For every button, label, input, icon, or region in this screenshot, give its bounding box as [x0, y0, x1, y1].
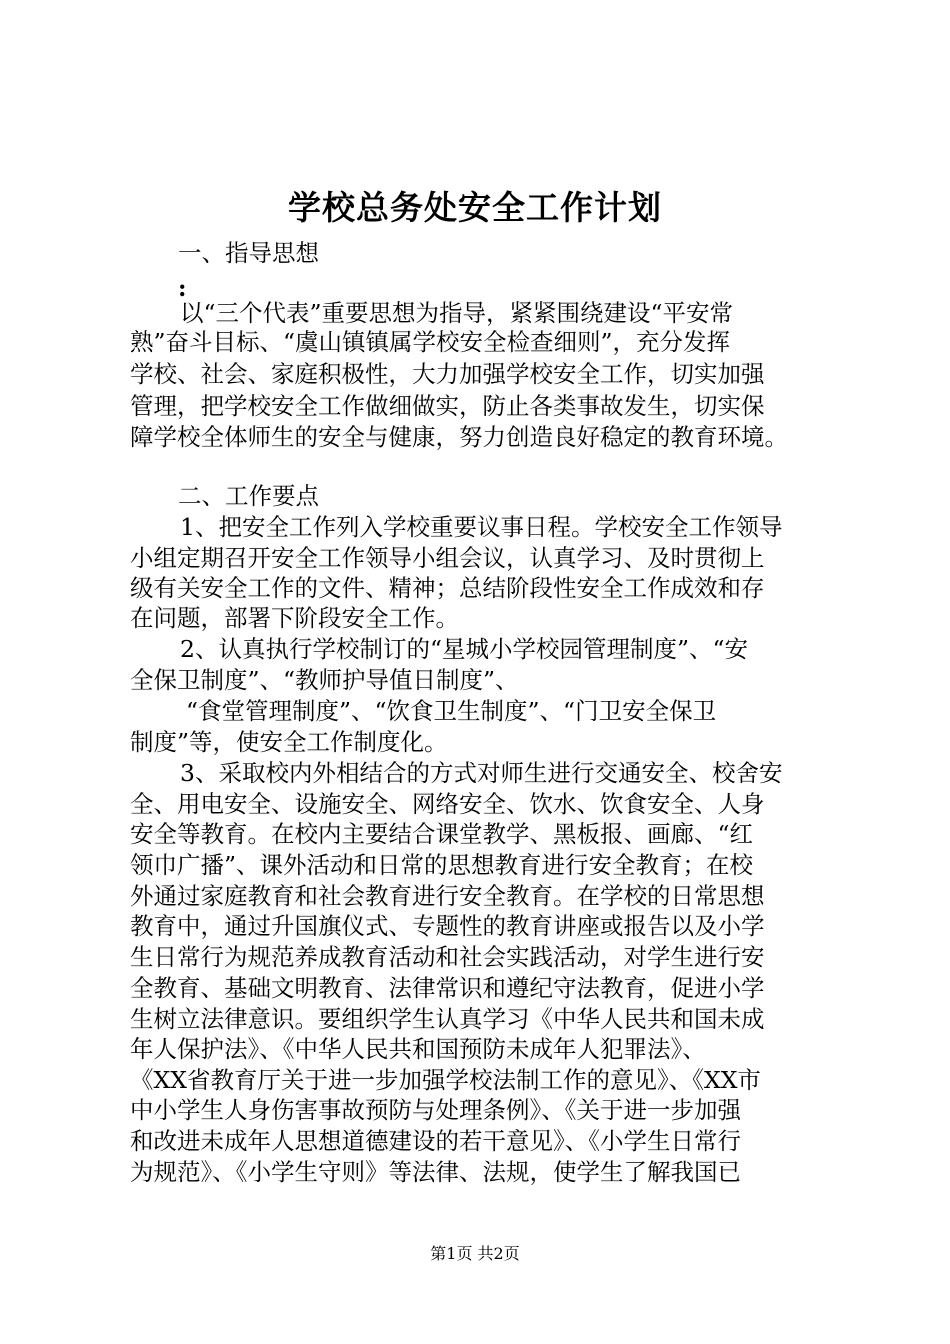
paragraph-line: 领巾广播”、课外活动和日常的思想教育进行安全教育；在校 [130, 851, 754, 879]
paragraph-line: 管理，把学校安全工作做细做实，防止各类事故发生，切实保 [130, 392, 765, 420]
paragraph-line: 全保卫制度”、“教师护导值日制度”、 [130, 666, 519, 694]
document-title: 学校总务处安全工作计划 [288, 188, 662, 227]
section-heading-guiding-thought: 一、指导思想 [178, 239, 319, 267]
paragraph-line: 障学校全体师生的安全与健康，努力创造良好稳定的教育环境。 [130, 423, 788, 451]
colon-mark: : [178, 275, 187, 302]
paragraph-line: 小组定期召开安全工作领导小组会议，认真学习、及时贯彻上 [130, 544, 765, 572]
paragraph-line: 全教育、基础文明教育、法律常识和遵纪守法教育，促进小学 [130, 974, 765, 1002]
paragraph-line: 外通过家庭教育和社会教育进行安全教育。在学校的日常思想 [130, 882, 765, 910]
paragraph-line: 3、采取校内外相结合的方式对师生进行交通安全、校舍安 [180, 759, 783, 787]
paragraph-line: 2、认真执行学校制订的“星城小学校园管理制度”、“安 [180, 635, 748, 663]
paragraph-line: 熟”奋斗目标、“虞山镇镇属学校安全检查细则”，充分发挥 [130, 328, 731, 356]
paragraph-line: 年人保护法》、《中华人民共和国预防未成年人犯罪法》、 [130, 1035, 706, 1063]
paragraph-line: 为规范》、《小学生守则》等法律、法规，使学生了解我国已 [130, 1158, 741, 1186]
paragraph-line: 全、用电安全、设施安全、网络安全、饮水、饮食安全、人身 [130, 790, 765, 818]
paragraph-line: 生日常行为规范养成教育活动和社会实践活动，对学生进行安 [130, 943, 765, 971]
paragraph-line: 安全等教育。在校内主要结合课堂教学、黑板报、画廊、“红 [130, 820, 754, 848]
paragraph-line: 生树立法律意识。要组织学生认真学习《中华人民共和国未成 [130, 1005, 765, 1033]
section-heading-work-points: 二、工作要点 [178, 482, 319, 510]
paragraph-line: “食堂管理制度”、“饮食卫生制度”、“门卫安全保卫 [186, 697, 717, 725]
paragraph-line: 制度”等，使安全工作制度化。 [130, 728, 448, 756]
paragraph-line: 在问题，部署下阶段安全工作。 [130, 604, 459, 632]
paragraph-line: 中小学生人身伤害事故预防与处理条例》、《关于进一步加强 [130, 1096, 741, 1124]
paragraph-line: 级有关安全工作的文件、精神；总结阶段性安全工作成效和存 [130, 574, 765, 602]
paragraph-line: 《XX省教育厅关于进一步加强学校法制工作的意见》、《XX市 [130, 1066, 761, 1094]
paragraph-line: 教育中，通过升国旗仪式、专题性的教育讲座或报告以及小学 [130, 912, 765, 940]
paragraph-line: 学校、社会、家庭积极性，大力加强学校安全工作，切实加强 [130, 360, 765, 388]
paragraph-line: 1、把安全工作列入学校重要议事日程。学校安全工作领导 [180, 513, 783, 541]
paragraph-line: 以“三个代表”重要思想为指导，紧紧围绕建设“平安常 [180, 299, 734, 327]
page-footer: 第1页 共2页 [430, 1244, 520, 1263]
paragraph-line: 和改进未成年人思想道德建设的若干意见》、《小学生日常行 [130, 1127, 741, 1155]
